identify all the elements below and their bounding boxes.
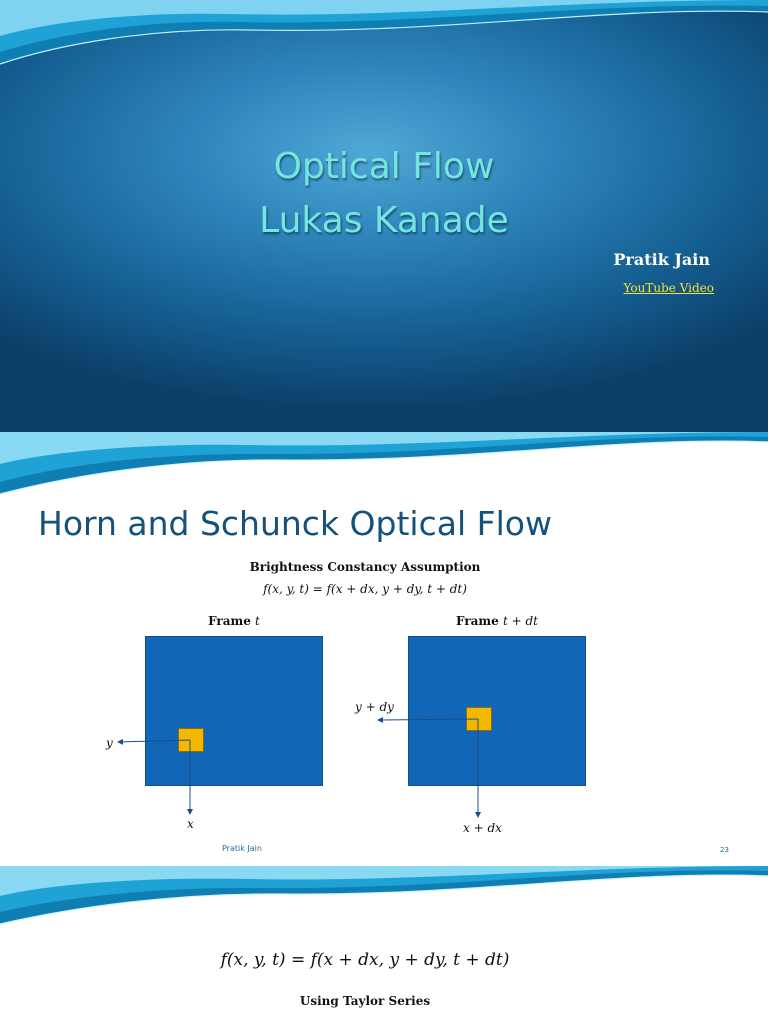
frame1-label-text: Frame — [208, 614, 251, 628]
frame1-label-var: t — [255, 614, 260, 628]
page-number: 23 — [720, 846, 729, 854]
taylor-equation: f(x, y, t) = f(x + dx, y + dy, t + dt) — [220, 950, 510, 970]
footer-author: Pratik Jain — [222, 844, 262, 853]
frame2-x-label: x + dx — [463, 821, 502, 835]
brightness-equation: f(x, y, t) = f(x + dx, y + dy, t + dt) — [263, 582, 467, 596]
taylor-series-slide — [0, 866, 768, 1024]
frame2-label — [407, 614, 587, 628]
title-slide — [0, 0, 768, 432]
title-line-1: Optical Flow — [273, 146, 495, 187]
frame2-pixel-patch — [466, 707, 492, 731]
title-line-2: Lukas Kanade — [259, 200, 509, 241]
slide-subtitle: Brightness Constancy Assumption — [249, 560, 481, 574]
taylor-caption: Using Taylor Series — [299, 994, 431, 1008]
frame2-box — [408, 636, 586, 786]
slide-title: Horn and Schunck Optical Flow — [38, 504, 552, 543]
author-name: Pratik Jain — [613, 250, 710, 269]
header-wave-decoration — [0, 866, 768, 932]
header-wave-decoration — [0, 0, 768, 80]
frame1-label — [144, 614, 324, 628]
frame1-y-label: y — [106, 736, 113, 750]
frame1-x-label: x — [187, 817, 194, 831]
frame2-label-var: t + dt — [502, 614, 538, 628]
youtube-video-link[interactable]: YouTube Video — [623, 281, 714, 295]
presentation-title — [0, 140, 768, 248]
horn-schunck-slide — [0, 432, 768, 866]
frame1-pixel-patch — [178, 728, 204, 752]
header-wave-decoration — [0, 432, 768, 502]
frame1-box — [145, 636, 323, 786]
frame2-y-label: y + dy — [355, 700, 394, 714]
frame2-label-text: Frame — [456, 614, 499, 628]
